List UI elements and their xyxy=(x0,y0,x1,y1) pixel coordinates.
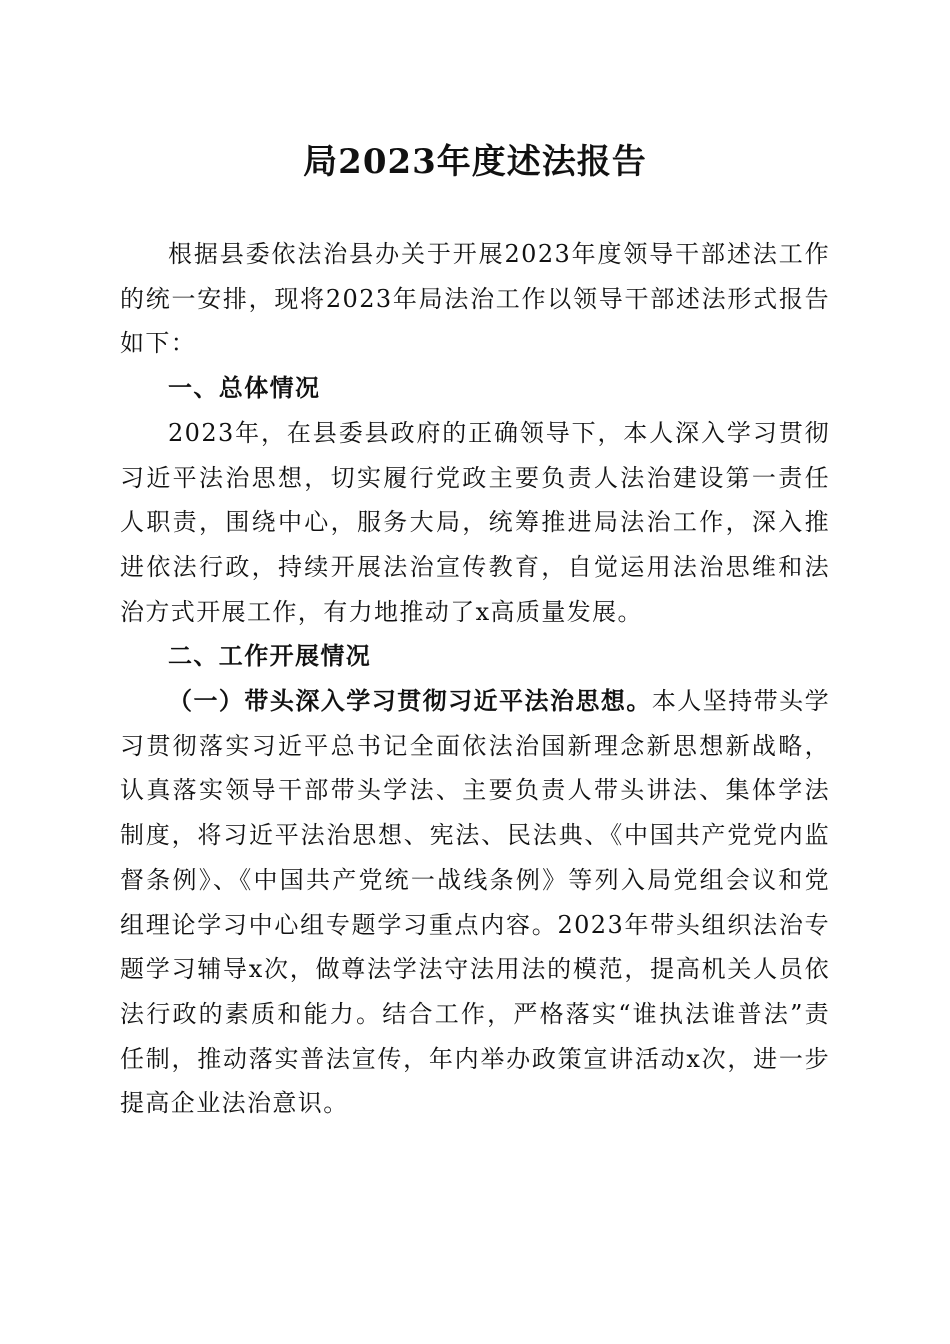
section-heading-work: 二、工作开展情况 xyxy=(168,642,372,671)
overall-paragraph: 2023年，在县委县政府的正确领导下，本人深入学习贯彻习近平法治思想，切实履行党政主要负责人法治建设第一责任人职责，围绕中心，服务大局，统筹推进局法治工作，深入推进依法行政，持续开展法治宣传教育，自觉运用法治思维和法治方式开展工作，有力地推动了x高质量发展。 xyxy=(120,418,830,626)
document-title: 局2023年度述法报告 xyxy=(303,142,647,182)
document-body xyxy=(120,232,830,1126)
intro-paragraph: 根据县委依法治县办关于开展2023年度领导干部述法工作的统一安排，现将2023年局法治工作以领导干部述法形式报告如下： xyxy=(120,240,830,358)
work-item-paragraph xyxy=(120,679,830,1126)
work-item-text: 本人坚持带头学习贯彻落实习近平总书记全面依法治国新理念新思想新战略，认真落实领导干部带头学法、主要负责人带头讲法、集体学法制度，将习近平法治思想、宪法、民法典、《中国共产党党内监督条例》、《中国共产党统一战线条例》等列入局党组会议和党组理论学习中心组专题学习重点内容。2023年带头组织法治专题学习辅导x次，做尊法学法守法用法的模范，提高机关人员依法行政的素质和能力。结合工作，严格落实“谁执法谁普法”责任制，推动落实普法宣传，年内举办政策宣讲活动x次，进一步提高企业法治意识。 xyxy=(120,687,830,1118)
work-item-lead: （一）带头深入学习贯彻习近平法治思想。 xyxy=(168,686,652,716)
section-heading-overall: 一、总体情况 xyxy=(168,374,321,403)
